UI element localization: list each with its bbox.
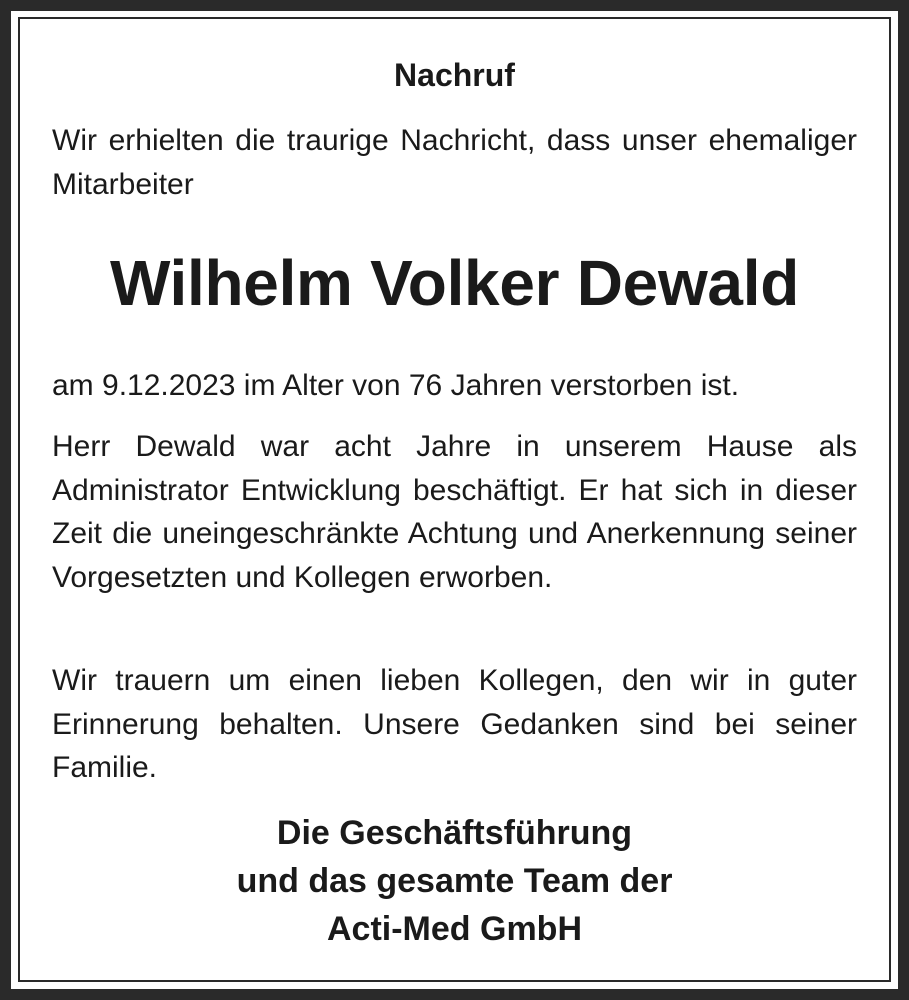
signature-line-2: und das gesamte Team der [236, 862, 673, 900]
career-text: Herr Dewald war acht Jahre in unserem Hause als Administrator Entwicklung beschäftigt. Er hat sich in dieser Zeit die uneingeschränkte Achtung und Anerkennung seiner Vorgesetzten und Kollegen erworben. [52, 430, 857, 594]
deceased-name: Wilhelm Volker Dewald [109, 247, 799, 319]
notice-heading: Nachruf [394, 57, 515, 93]
signature-line-1: Die Geschäftsführung [276, 814, 633, 852]
intro-text: Wir erhielten die traurige Nachricht, dass unser ehemaliger Mitarbeiter [52, 124, 857, 201]
condolence-text: Wir trauern um einen lieben Kollegen, den wir in guter Erinnerung behalten. Unsere Gedanken sind bei seiner Familie. [52, 664, 857, 784]
signature-line-3: Acti-Med GmbH [327, 910, 582, 948]
death-statement: am 9.12.2023 im Alter von 76 Jahren verstorben ist. [52, 369, 740, 402]
signature-block [52, 809, 857, 953]
